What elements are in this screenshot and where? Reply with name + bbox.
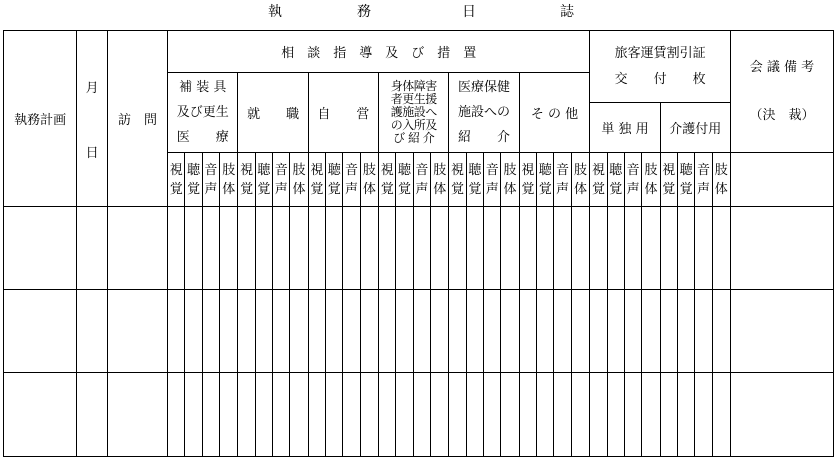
entry-cell[interactable]: [255, 207, 272, 290]
disability-cell: [484, 153, 501, 207]
entry-cell[interactable]: [107, 373, 167, 457]
disability-glyph: 声: [626, 181, 640, 197]
disability-glyph: 肢: [574, 162, 588, 178]
cat-facility-line: 身体障害: [390, 79, 437, 93]
disability-glyph: 音: [485, 162, 499, 178]
disability-cell: [660, 153, 677, 207]
disability-glyph: 声: [485, 181, 499, 197]
entry-cell[interactable]: [202, 207, 219, 290]
entry-cell[interactable]: [290, 373, 308, 457]
entry-cell[interactable]: [554, 207, 571, 290]
disability-glyph: 覚: [310, 181, 324, 197]
entry-cell[interactable]: [396, 207, 413, 290]
cat-medical-line: 施設への: [458, 105, 511, 120]
entry-cell[interactable]: [413, 373, 430, 457]
disability-cell: [290, 153, 308, 207]
cat-facility-line: び 紹 介: [393, 131, 435, 145]
disability-glyph: 覚: [591, 181, 605, 197]
disability-glyph: 聴: [257, 162, 271, 178]
entry-cell[interactable]: [730, 207, 833, 290]
entry-cell[interactable]: [360, 290, 378, 373]
disability-cell: [624, 153, 641, 207]
disability-glyph: 覚: [240, 181, 254, 197]
disability-glyph: 音: [626, 162, 640, 178]
entry-cell[interactable]: [255, 290, 272, 373]
entry-cell[interactable]: [537, 373, 554, 457]
entry-cell[interactable]: [168, 207, 185, 290]
entry-cell[interactable]: [273, 290, 290, 373]
entry-cell[interactable]: [168, 290, 185, 373]
disability-glyph: 聴: [609, 162, 623, 178]
plan-header: 執務計画: [4, 31, 77, 207]
entry-cell[interactable]: [343, 207, 360, 290]
disability-glyph: 音: [556, 162, 570, 178]
cat-medical-line: 医療保健: [458, 80, 511, 95]
entry-cell[interactable]: [220, 207, 238, 290]
title-char: 誌: [560, 4, 574, 20]
disability-cell: [238, 153, 255, 207]
entry-cell[interactable]: [431, 373, 449, 457]
disability-glyph: 体: [503, 181, 517, 197]
entry-cell[interactable]: [290, 290, 308, 373]
disability-cell: [642, 153, 660, 207]
disability-glyph: 肢: [292, 162, 306, 178]
entry-cell[interactable]: [379, 373, 396, 457]
entry-cell[interactable]: [695, 207, 712, 290]
disability-cell: [431, 153, 449, 207]
disability-glyph: 体: [362, 181, 376, 197]
disability-cell: [571, 153, 590, 207]
disability-glyph: 体: [222, 181, 236, 197]
disability-glyph: 聴: [327, 162, 341, 178]
entry-cell[interactable]: [255, 373, 272, 457]
disability-cell: [712, 153, 730, 207]
disability-glyph: 肢: [362, 162, 376, 178]
disability-glyph: 視: [662, 162, 676, 178]
disability-glyph: 視: [169, 162, 183, 178]
disability-glyph: 視: [451, 162, 465, 178]
entry-cell[interactable]: [695, 373, 712, 457]
entry-cell[interactable]: [571, 290, 590, 373]
disability-glyph: 聴: [679, 162, 693, 178]
entry-cell[interactable]: [571, 207, 590, 290]
entry-cell[interactable]: [107, 290, 167, 373]
disability-cell: [466, 153, 483, 207]
entry-cell[interactable]: [343, 373, 360, 457]
cat-aids-line: 及び更生: [176, 105, 229, 120]
entry-cell[interactable]: [712, 207, 730, 290]
entry-cell[interactable]: [379, 207, 396, 290]
approval-label: （決 裁）: [749, 107, 815, 123]
day-label: 日: [85, 145, 99, 161]
disability-cell: [449, 153, 466, 207]
entry-cell[interactable]: [519, 373, 536, 457]
cat-facility: [379, 73, 449, 153]
disability-glyph: 肢: [503, 162, 517, 178]
disability-glyph: 音: [345, 162, 359, 178]
disability-cell: [379, 153, 396, 207]
disability-glyph: 覚: [398, 181, 412, 197]
entry-cell[interactable]: [273, 207, 290, 290]
disability-cell: [519, 153, 536, 207]
cat-facility-line: の入所及: [390, 118, 437, 132]
title-char: 務: [357, 4, 371, 20]
diary-title: [0, 2, 838, 24]
entry-cell[interactable]: [484, 207, 501, 290]
disability-glyph: 視: [240, 162, 254, 178]
entry-cell[interactable]: [360, 207, 378, 290]
entry-cell[interactable]: [537, 290, 554, 373]
entry-cell[interactable]: [77, 207, 108, 290]
entry-cell[interactable]: [77, 290, 108, 373]
disability-cell: [607, 153, 624, 207]
entry-cell[interactable]: [624, 290, 641, 373]
disability-glyph: 聴: [468, 162, 482, 178]
work-diary-table: [3, 30, 834, 457]
entry-cell[interactable]: [202, 373, 219, 457]
disability-glyph: 覚: [609, 181, 623, 197]
cat-facility-line: 者更生援: [390, 92, 437, 106]
cat-aids-line: 補 装 具: [179, 80, 227, 95]
disability-glyph: 覚: [327, 181, 341, 197]
disability-cell: [343, 153, 360, 207]
entry-cell[interactable]: [660, 290, 677, 373]
disability-glyph: 視: [380, 162, 394, 178]
disability-glyph: 肢: [433, 162, 447, 178]
disability-glyph: 音: [696, 162, 710, 178]
disability-cell: [537, 153, 554, 207]
disability-cell: [326, 153, 343, 207]
entry-cell[interactable]: [501, 290, 519, 373]
entry-cell[interactable]: [360, 373, 378, 457]
entry-cell[interactable]: [4, 290, 77, 373]
cat-employment: 就 職: [238, 73, 308, 153]
entry-cell[interactable]: [624, 207, 641, 290]
entry-cell[interactable]: [537, 207, 554, 290]
entry-cell[interactable]: [607, 207, 624, 290]
entry-cell[interactable]: [484, 373, 501, 457]
entry-cell[interactable]: [4, 207, 77, 290]
entry-cell[interactable]: [554, 373, 571, 457]
disability-glyph: 声: [345, 181, 359, 197]
disability-glyph: 覚: [521, 181, 535, 197]
entry-row: [4, 207, 834, 290]
cat-medical-line: 紹 介: [458, 130, 511, 145]
entry-cell[interactable]: [431, 207, 449, 290]
disability-glyph: 覚: [451, 181, 465, 197]
disability-glyph: 体: [644, 181, 658, 197]
entry-cell[interactable]: [501, 373, 519, 457]
entry-cell[interactable]: [730, 290, 833, 373]
disability-cell: [590, 153, 607, 207]
entry-cell[interactable]: [642, 207, 660, 290]
cat-aids-line: 医 療: [176, 130, 229, 145]
disability-glyph: 視: [310, 162, 324, 178]
meeting-header: [730, 31, 833, 153]
entry-cell[interactable]: [326, 373, 343, 457]
disability-cell: [554, 153, 571, 207]
fare-unit: 交 付 枚: [614, 71, 706, 87]
entry-cell[interactable]: [712, 290, 730, 373]
cat-other: そ の 他: [519, 73, 590, 153]
disability-glyph: 声: [415, 181, 429, 197]
disability-glyph: 聴: [187, 162, 201, 178]
disability-glyph: 体: [433, 181, 447, 197]
disability-glyph: 聴: [538, 162, 552, 178]
entry-cell[interactable]: [484, 290, 501, 373]
disability-glyph: 覚: [662, 181, 676, 197]
entry-cell[interactable]: [220, 373, 238, 457]
disability-glyph: 声: [556, 181, 570, 197]
entry-cell[interactable]: [695, 290, 712, 373]
cat-facility-line: 護施設へ: [390, 105, 437, 119]
entry-cell[interactable]: [624, 373, 641, 457]
entry-cell[interactable]: [607, 290, 624, 373]
entry-cell[interactable]: [590, 207, 607, 290]
disability-glyph: 視: [521, 162, 535, 178]
disability-glyph: 体: [574, 181, 588, 197]
entry-cell[interactable]: [238, 207, 255, 290]
entry-cell[interactable]: [326, 290, 343, 373]
disability-glyph: 声: [204, 181, 218, 197]
entry-cell[interactable]: [554, 290, 571, 373]
cat-medical: [449, 73, 519, 153]
entry-cell[interactable]: [343, 290, 360, 373]
entry-cell[interactable]: [308, 373, 325, 457]
entry-cell[interactable]: [396, 290, 413, 373]
entry-cell[interactable]: [326, 207, 343, 290]
entry-cell[interactable]: [677, 207, 694, 290]
entry-cell[interactable]: [4, 373, 77, 457]
entry-cell[interactable]: [607, 373, 624, 457]
disability-glyph: 体: [292, 181, 306, 197]
entry-cell[interactable]: [185, 373, 202, 457]
fare-title: 旅客運賃割引証: [614, 45, 706, 61]
disability-cell: [308, 153, 325, 207]
disability-cell: [202, 153, 219, 207]
fare-header: [590, 31, 731, 103]
cat-aids: [168, 73, 238, 153]
entry-cell[interactable]: [642, 290, 660, 373]
fare-single-header: 単 独 用: [590, 103, 660, 153]
entry-cell[interactable]: [308, 290, 325, 373]
disability-glyph: 声: [274, 181, 288, 197]
disability-cell: [695, 153, 712, 207]
month-day-header: [77, 31, 108, 207]
disability-glyph: 覚: [187, 181, 201, 197]
disability-glyph: 覚: [380, 181, 394, 197]
entry-cell[interactable]: [660, 373, 677, 457]
entry-cell[interactable]: [273, 373, 290, 457]
title-char: 執: [268, 4, 282, 20]
entry-cell[interactable]: [449, 207, 466, 290]
disability-cell: [273, 153, 290, 207]
month-label: 月: [85, 80, 99, 96]
entry-cell[interactable]: [466, 207, 483, 290]
entry-cell[interactable]: [466, 290, 483, 373]
entry-cell[interactable]: [413, 207, 430, 290]
entry-cell[interactable]: [396, 373, 413, 457]
disability-cell: [396, 153, 413, 207]
disability-cell: [360, 153, 378, 207]
disability-glyph: 体: [714, 181, 728, 197]
disability-glyph: 音: [274, 162, 288, 178]
entry-row: [4, 373, 834, 457]
disability-cell: [501, 153, 519, 207]
entry-cell[interactable]: [590, 373, 607, 457]
disability-glyph: 覚: [538, 181, 552, 197]
disability-glyph: 覚: [257, 181, 271, 197]
entry-cell[interactable]: [185, 290, 202, 373]
meeting-data-cell: [730, 153, 833, 207]
fare-caregiver-header: 介護付用: [660, 103, 730, 153]
disability-cell: [255, 153, 272, 207]
consult-header: 相 談 指 導 及 び 措 置: [168, 31, 590, 73]
entry-cell[interactable]: [449, 373, 466, 457]
entry-cell[interactable]: [290, 207, 308, 290]
disability-glyph: 肢: [714, 162, 728, 178]
entry-cell[interactable]: [712, 373, 730, 457]
disability-glyph: 覚: [468, 181, 482, 197]
entry-cell[interactable]: [677, 290, 694, 373]
entry-cell[interactable]: [519, 207, 536, 290]
entry-cell[interactable]: [107, 207, 167, 290]
entry-cell[interactable]: [501, 207, 519, 290]
entry-cell[interactable]: [642, 373, 660, 457]
entry-cell[interactable]: [220, 290, 238, 373]
entry-row: [4, 290, 834, 373]
disability-glyph: 音: [415, 162, 429, 178]
entry-cell[interactable]: [238, 373, 255, 457]
entry-cell[interactable]: [730, 373, 833, 457]
disability-cell: [677, 153, 694, 207]
entry-cell[interactable]: [590, 290, 607, 373]
entry-cell[interactable]: [413, 290, 430, 373]
disability-glyph: 聴: [398, 162, 412, 178]
disability-glyph: 音: [204, 162, 218, 178]
entry-cell[interactable]: [466, 373, 483, 457]
entry-cell[interactable]: [238, 290, 255, 373]
disability-glyph: 覚: [679, 181, 693, 197]
entry-cell[interactable]: [660, 207, 677, 290]
entry-cell[interactable]: [449, 290, 466, 373]
visit-header: 訪 問: [107, 31, 167, 207]
entry-cell[interactable]: [202, 290, 219, 373]
entry-cell[interactable]: [308, 207, 325, 290]
disability-cell: [185, 153, 202, 207]
title-char: 日: [462, 4, 476, 20]
entry-cell[interactable]: [431, 290, 449, 373]
cat-self-employment: 自 営: [308, 73, 378, 153]
entry-cell[interactable]: [185, 207, 202, 290]
disability-cell: [413, 153, 430, 207]
meeting-title: 会 議 備 考: [749, 59, 815, 75]
entry-cell[interactable]: [379, 290, 396, 373]
entry-cell[interactable]: [571, 373, 590, 457]
disability-cell: [168, 153, 185, 207]
disability-glyph: 肢: [222, 162, 236, 178]
entry-cell[interactable]: [168, 373, 185, 457]
entry-cell[interactable]: [677, 373, 694, 457]
entry-cell[interactable]: [519, 290, 536, 373]
disability-glyph: 声: [696, 181, 710, 197]
disability-cell: [220, 153, 238, 207]
disability-glyph: 覚: [169, 181, 183, 197]
entry-cell[interactable]: [77, 373, 108, 457]
disability-glyph: 視: [591, 162, 605, 178]
disability-glyph: 肢: [644, 162, 658, 178]
